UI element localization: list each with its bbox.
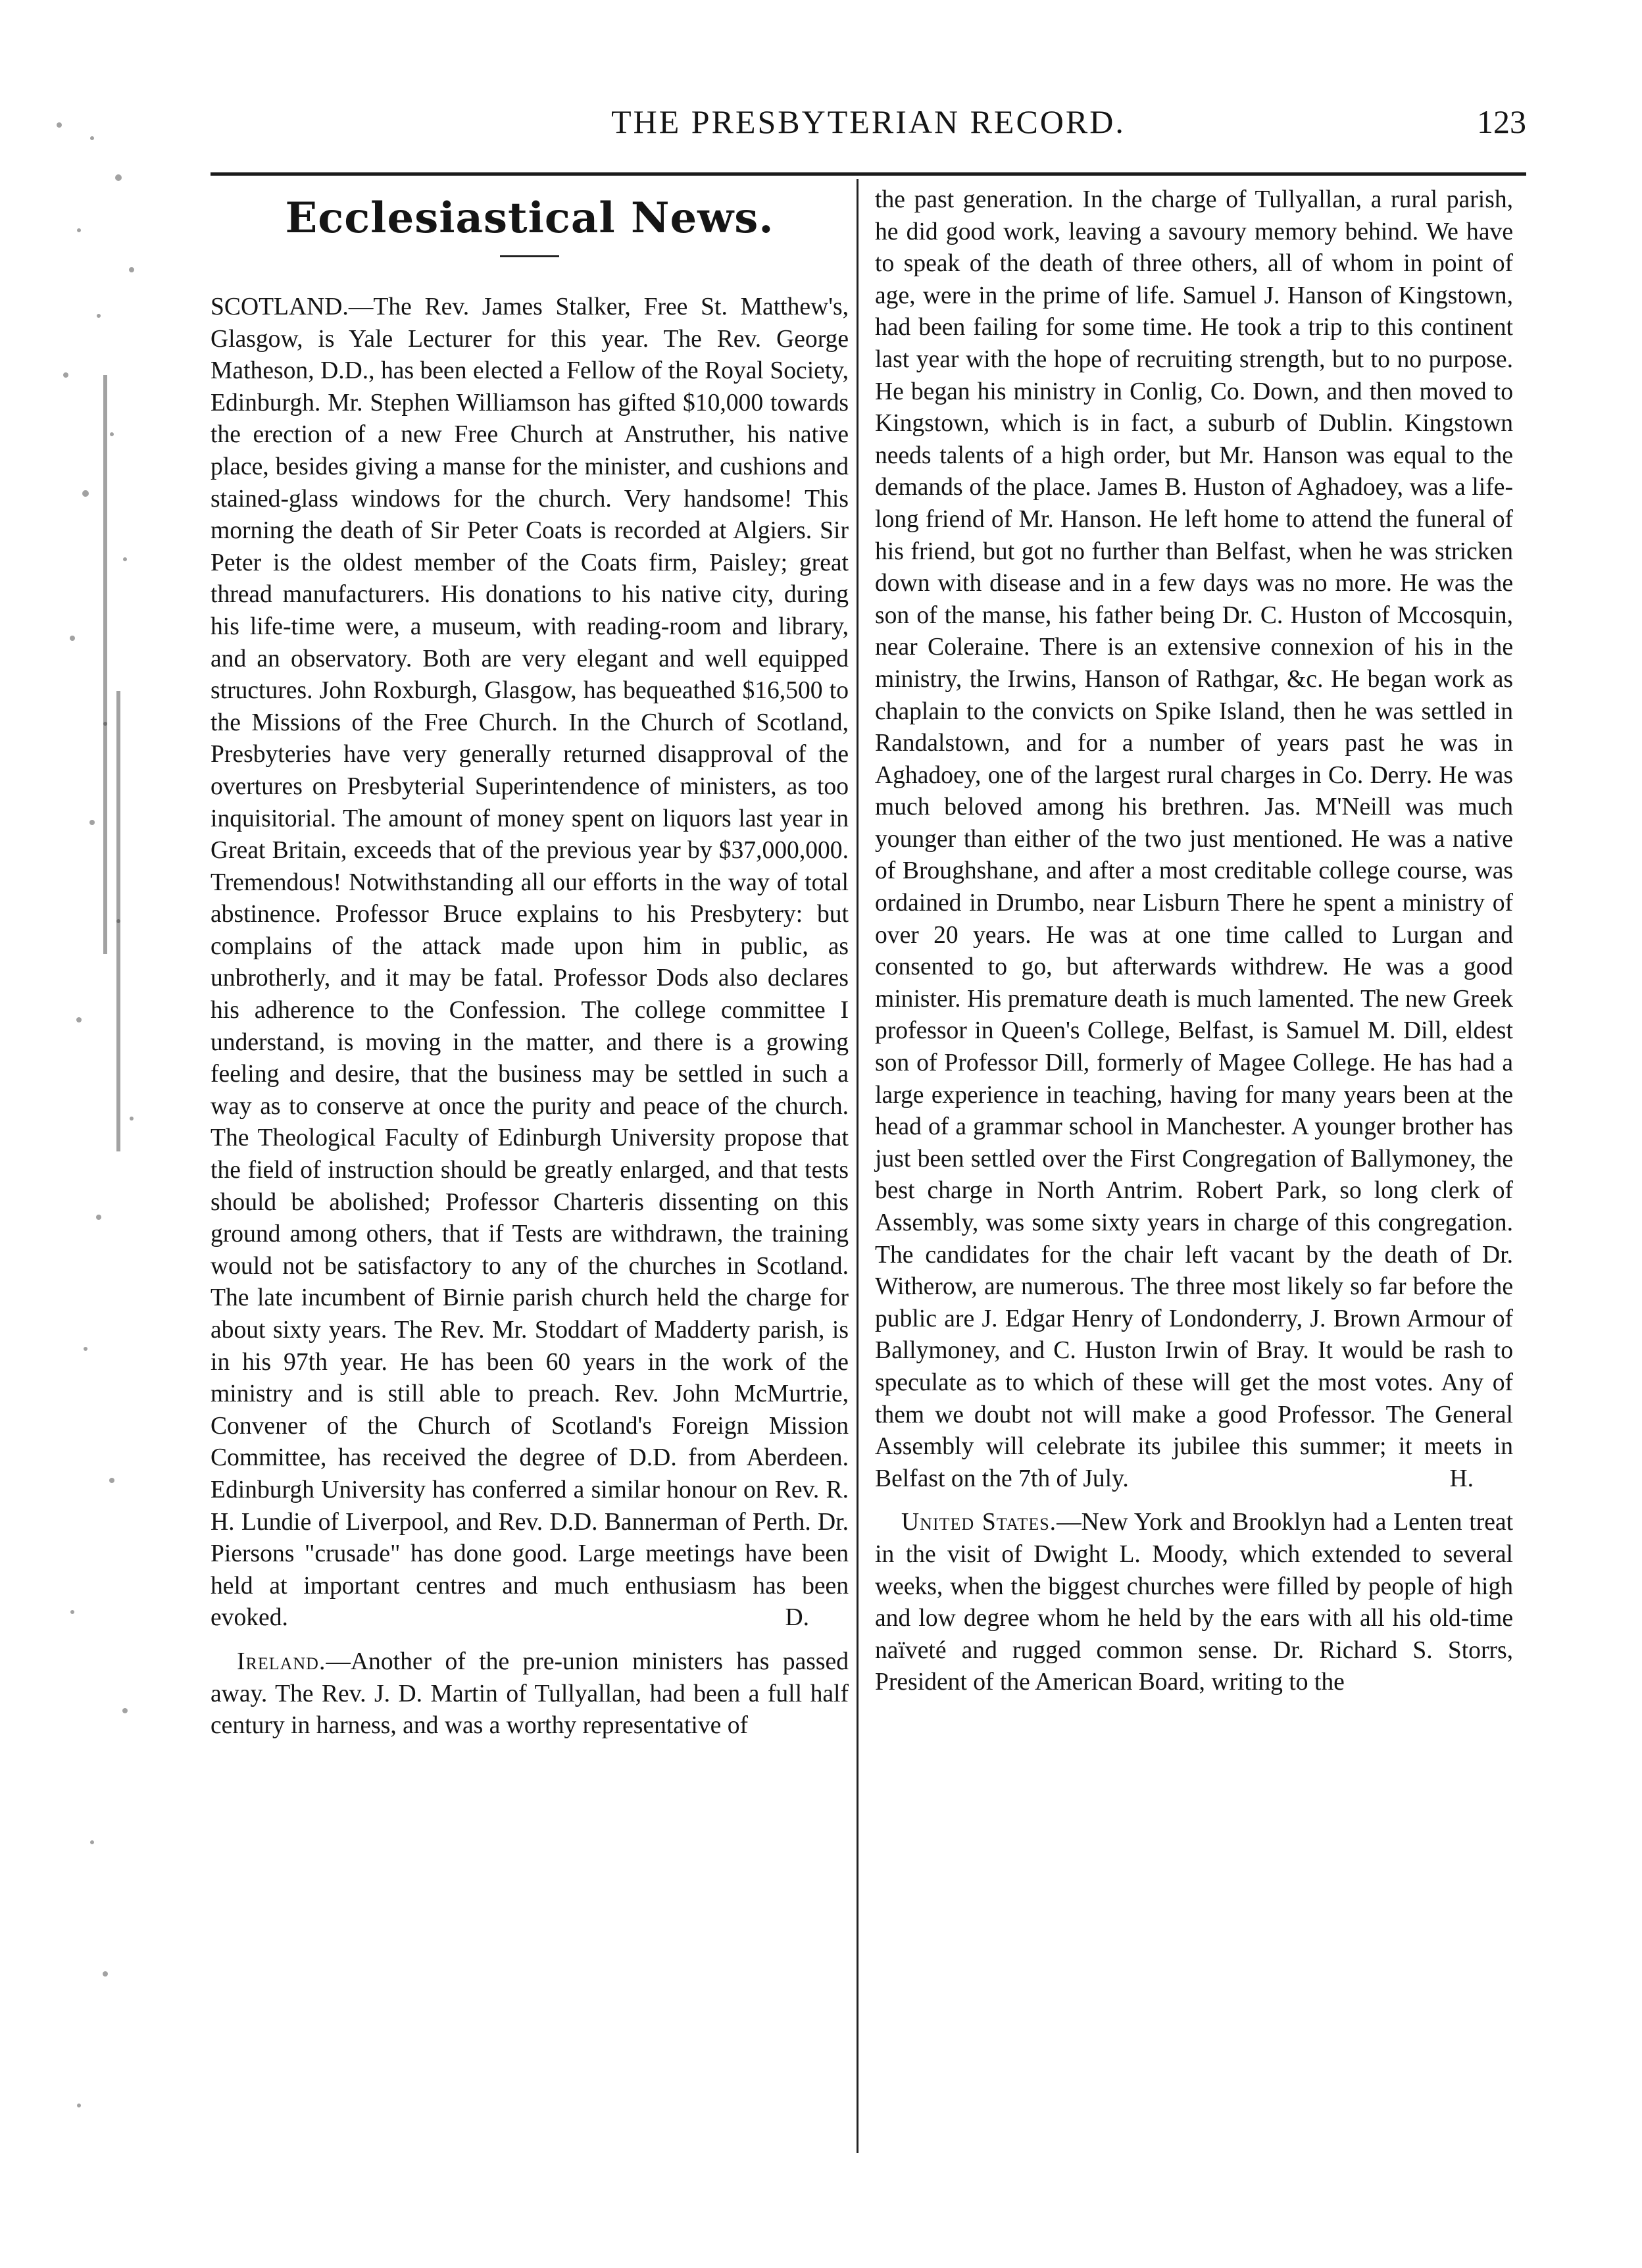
scotland-heading: SCOTLAND. <box>211 293 349 320</box>
ireland-signature: H. <box>1449 1465 1474 1492</box>
masthead-rule <box>500 255 559 257</box>
page-number: 123 <box>1477 103 1526 140</box>
section-masthead: Ecclesiastical News. <box>285 193 774 243</box>
page-header <box>211 99 1526 151</box>
header-rule <box>211 172 1526 176</box>
united-states-paragraph <box>875 1507 1513 1699</box>
united-states-text: —New York and Brooklyn had a Lenten treat in the visit of Dwight L. Moody, which extended to several weeks, when the biggest churches were filled by people of high and low degree whom he held by the ears with all his old-time naïveté and rugged common sense. Dr. Richard S. Storrs, President of the American Board, writing to the <box>875 1509 1514 1696</box>
left-column <box>211 184 849 1742</box>
ireland-continued-paragraph <box>875 184 1513 1495</box>
united-states-heading: United States. <box>901 1509 1057 1536</box>
scotland-text: —The Rev. James Stalker, Free St. Matthew's, Glasgow, is Yale Lecturer for this year. The Rev. George Matheson, D.D., has been elected a Fellow of the Royal Society, Edinburgh. Mr. Stephen Williamson has gifted $10,000 towards the erection of a new Free Church at Anstruther, his native place, besides giving a manse for the minister, and cushions and stained-glass windows for the church. Very handsome! This morning the death of Sir Peter Coats is recorded at Algiers. Sir Peter is the oldest member of the Coats firm, Paisley; great thread manufacturers. His donations to his native city, during his life-time were, a museum, with reading-room and library, and an observatory. Both are very elegant and well equipped structures. John Roxburgh, Glasgow, has bequeathed $16,500 to the Missions of the Free Church. In the Church of Scotland, Presbyteries have very generally returned disapproval of the overtures on Presbyterial Superintendence of ministers, as too inquisitorial. The amount of money spent on liquors last year in Great Britain, exceeds that of the previous year by $37,000,000. Tremendous! Notwithstanding all our efforts in the way of total abstinence. Professor Bruce explains to his Presbytery: but complains of the attack made upon him in public, as unbrotherly, and it may be fatal. Professor Dods also declares his adherence to the Confession. The college committee I understand, is moving in the matter, and there is a growing feeling and desire, that the business may be settled in such a way as to conserve at once the purity and peace of the church. The Theological Faculty of Edinburgh University propose that the field of instruction should be greatly enlarged, and that tests should be abolished; Professor Charteris dissenting on this ground among others, that if Tests are withdrawn, the training would not be satisfactory to any of the churches in Scotland. The late incumbent of Birnie parish church held the charge for about sixty years. The Rev. Mr. Stoddart of Madderty parish, is in his 97th year. He has been 60 years in the work of the ministry and is still able to preach. Rev. John McMurtrie, Convener of the Church of Scotland's Foreign Mission Committee, has received the degree of D.D. from Aberdeen. Edinburgh University has conferred a similar honour on Rev. R. H. Lundie of Liverpool, and Rev. D.D. Bannerman of Perth. Dr. Piersons "crusade" has done good. Large meetings have been held at important centres and much enthusiasm has been evoked. <box>211 293 849 1632</box>
scan-margin-speckle <box>20 99 178 2204</box>
ireland-heading: Ireland. <box>237 1648 326 1675</box>
scotland-paragraph <box>211 291 849 1634</box>
ireland-paragraph <box>211 1646 849 1742</box>
ireland-text: —Another of the pre-union ministers has passed away. The Rev. J. D. Martin of Tullyallan, had been a full half century in harness, and was a worthy representative of <box>211 1648 849 1740</box>
scotland-signature: D. <box>785 1604 809 1632</box>
column-divider <box>857 179 858 2153</box>
right-column <box>875 184 1513 1699</box>
ireland-continued-text: the past generation. In the charge of Tullyallan, a rural parish, he did good work, leaving a savoury memory behind. We have to speak of the death of three others, all of whom in point of age, were in the prime of life. Samuel J. Hanson of Kingstown, had been failing for some time. He took a trip to this continent last year with the hope of recruiting strength, but to no purpose. He began his ministry in Conlig, Co. Down, and then moved to Kingstown, which is in fact, a suburb of Dublin. Kingstown needs talents of a high order, but Mr. Hanson was equal to the demands of the place. James B. Huston of Aghadoey, was a life-long friend of Mr. Hanson. He left home to attend the funeral of his friend, but got no further than Belfast, when he was stricken down with disease and in a few days was no more. He was the son of the manse, his father being Dr. C. Huston of Mccosquin, near Coleraine. There is an extensive connexion of his in the ministry, the Irwins, Hanson of Rathgar, &c. He began work as chaplain to the convicts on Spike Island, then he was settled in Randalstown, and for a number of years past he was in Aghadoey, one of the largest rural charges in Co. Derry. He was much beloved among his brethren. Jas. M'Neill was much younger than either of the two just mentioned. He was a native of Broughshane, and after a most creditable college course, was ordained in Drumbo, near Lisburn There he spent a ministry of over 20 years. He was at one time called to Lurgan and consented to go, but afterwards withdrew. He was a good minister. His premature death is much lamented. The new Greek professor in Queen's College, Belfast, is Samuel M. Dill, eldest son of Professor Dill, formerly of Magee College. He has had a large experience in teaching, having for many years been at the head of a grammar school in Manchester. A younger brother has just been settled over the First Congregation of Ballymoney, the best charge in North Antrim. Robert Park, so long clerk of Assembly, was some sixty years in charge of this congregation. The candidates for the chair left vacant by the death of Dr. Witherow, are numerous. The three most likely so far before the public are J. Edgar Henry of Londonderry, J. Brown Armour of Ballymoney, and C. Huston Irwin of Bray. It would be rash to speculate as to which of these will get the most votes. Any of them we doubt not will make a good Professor. The General Assembly will celebrate its jubilee this summer; it meets in Belfast on the 7th of July. <box>875 186 1513 1492</box>
running-title: THE PRESBYTERIAN RECORD. <box>611 103 1126 140</box>
